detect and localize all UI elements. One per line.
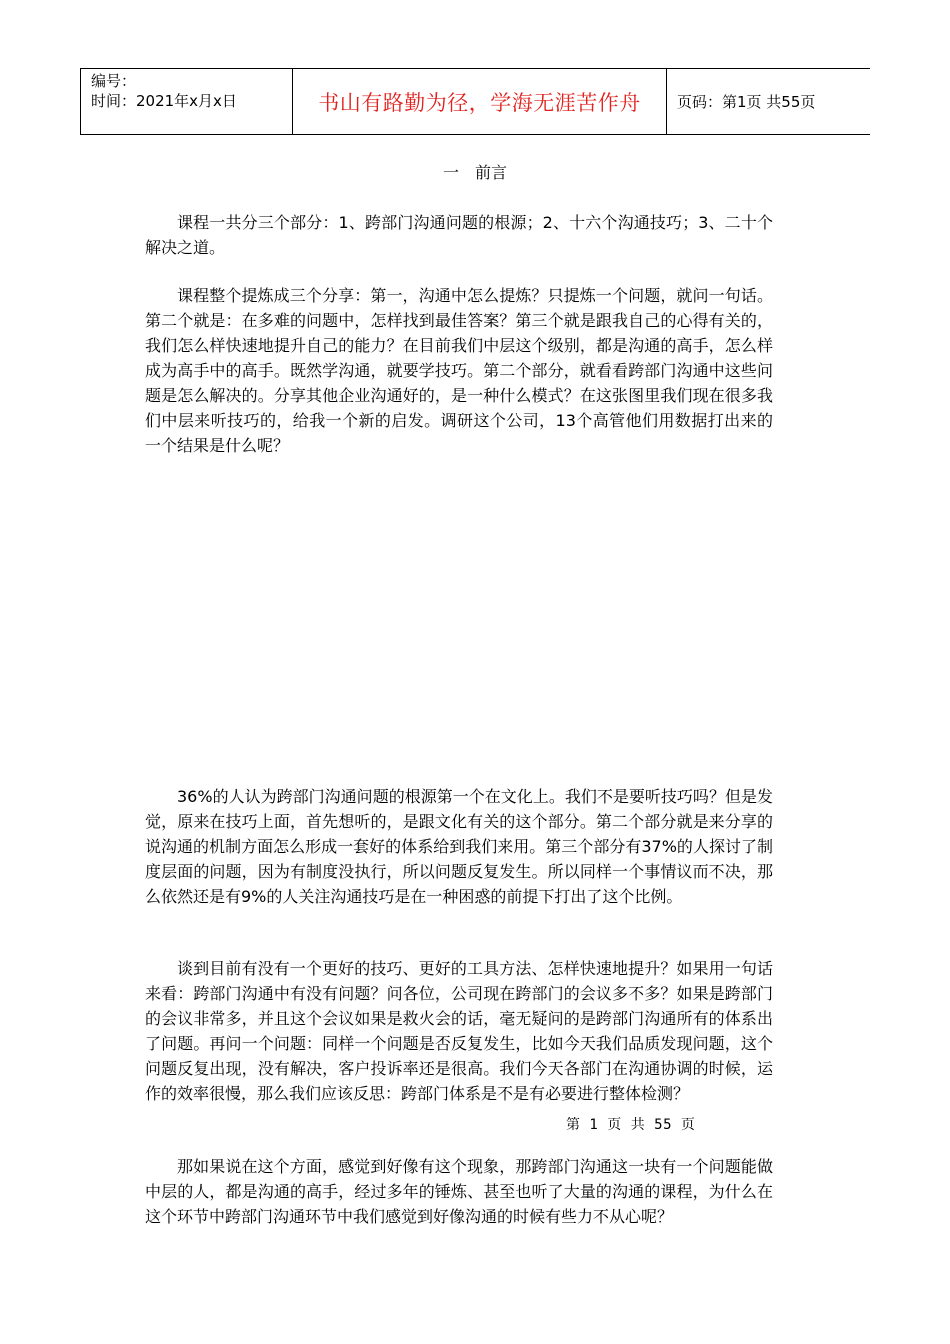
paragraph-middle-managers: 那如果说在这个方面，感觉到好像有这个现象，那跨部门沟通这一块有一个问题能做中层的人，都是沟通的高手，经过多年的锤炼、甚至也听了大量的沟通的课程，为什么在这个环节中跨部门沟通环节中我们感觉到好像沟通的时候有些力不从心呢？ — [145, 1157, 773, 1226]
section-heading — [0, 160, 950, 183]
paragraph-course-summary: 课程整个提炼成三个分享：第一，沟通中怎么提炼？只提炼一个问题，就问一句话。第二个就是：在多难的问题中，怎样找到最佳答案？第三个就是跟我自己的心得有关的，我们怎么样快速地提升自己的能力？在目前我们中层这个级别，都是沟通的高手，怎么样成为高手中的高手。既然学沟通，就要学技巧。第二个部分，就看看跨部门沟通中这些问题是怎么解决的。分享其他企业沟通好的，是一种什么模式？在这张图里我们现在很多我们中层来听技巧的，给我一个新的启发。调研这个公司，13个高管他们用数据打出来的一个结果是什么呢？ — [145, 286, 773, 455]
paragraph-root-causes: 36%的人认为跨部门沟通问题的根源第一个在文化上。我们不是要听技巧吗？但是发觉，原来在技巧上面，首先想听的，是跟文化有关的这个部分。第二个部分就是来分享的说沟通的机制方面怎么形成一套好的体系给到我们来用。第三个部分有37%的人探讨了制度层面的问题，因为有制度没执行，所以问题反复发生。所以同样一个事情议而不决，那么依然还是有9%的人关注沟通技巧是在一种困惑的前提下打出了这个比例。 — [145, 787, 773, 906]
header-page-label: 页码：第1页 共55页 — [677, 93, 816, 111]
document-header — [80, 68, 870, 135]
document-date-label: 时间：2021年x月x日 — [91, 92, 237, 110]
document-number-label: 编号： — [91, 72, 137, 90]
section-number: 一 — [442, 163, 459, 182]
section-title: 前言 — [475, 163, 508, 182]
header-page-cell — [667, 69, 871, 135]
paragraph-meeting-questions: 谈到目前有没有一个更好的技巧、更好的工具方法、怎样快速地提升？如果用一句话来看：跨部门沟通中有没有问题？问各位，公司现在跨部门的会议多不多？如果是跨部门的会议非常多，并且这个会议如果是救火会的话，毫无疑问的是跨部门沟通所有的体系出了问题。再问一个问题：同样一个问题是否反复发生，比如今天我们品质发现问题，这个问题反复出现，没有解决，客户投诉率还是很高。我们今天各部门在沟通协调的时候，运作的效率很慢，那么我们应该反思：跨部门体系是不是有必要进行整体检测？ — [145, 959, 773, 1103]
header-motto: 书山有路勤为径，学海无涯苦作舟 — [318, 90, 641, 115]
header-meta-cell — [81, 69, 293, 135]
page-footer: 第 1 页 共 55 页 — [566, 1117, 696, 1133]
paragraph-course-parts: 课程一共分三个部分：1、跨部门沟通问题的根源；2、十六个沟通技巧；3、二十个解决之道。 — [145, 213, 773, 257]
header-motto-cell — [293, 69, 667, 135]
